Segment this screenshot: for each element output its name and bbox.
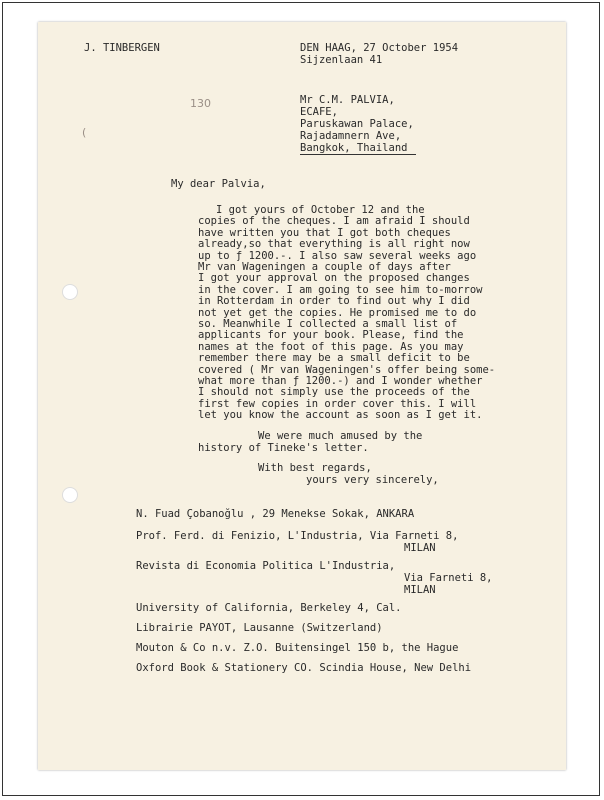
street-address: Sijzenlaan 41 <box>300 54 383 66</box>
recipient-line: ECAFE, <box>300 106 338 118</box>
letter-page <box>38 22 566 770</box>
recipient-line: Rajadamnern Ave, <box>300 130 402 142</box>
paragraph-line: We were much amused by the <box>258 430 423 442</box>
applicant-line: Mouton & Co n.v. Z.O. Buitensingel 150 b, the Hague <box>136 642 459 654</box>
applicant-line: University of California, Berkeley 4, Cal. <box>136 602 402 614</box>
body-line: copies of the cheques. I am afraid I should <box>198 215 470 228</box>
applicant-line: Revista di Economia Politica L'Industria, <box>136 560 396 572</box>
recipient-line: Mr C.M. PALVIA, <box>300 94 395 106</box>
body-line: I should not simply use the proceeds of the <box>198 386 470 399</box>
applicant-line: Prof. Ferd. di Fenizio, L'Industria, Via Farneti 8, <box>136 530 459 542</box>
applicant-line: MILAN <box>404 584 436 596</box>
applicant-line: Oxford Book & Stationery CO. Scindia House, New Delhi <box>136 662 472 674</box>
body-line: covered ( Mr van Wageningen's offer being some- <box>198 363 496 376</box>
body-line: Mr van Wageningen a couple of days after <box>198 261 451 273</box>
body-line: not yet get the copies. He promised me to do <box>198 306 477 319</box>
body-line: I got yours of October 12 and the <box>216 204 425 216</box>
signoff: yours very sincerely, <box>306 474 439 486</box>
body-line: have written you that I got both cheques <box>198 226 451 239</box>
pencil-mark: ( <box>82 126 87 139</box>
body-line: in Rotterdam in order to find out why I did <box>198 295 470 308</box>
pencil-number: 130 <box>190 97 211 110</box>
place-date: DEN HAAG, 27 October 1954 <box>300 42 459 54</box>
body-line: remember there may be a small deficit to be <box>198 352 470 365</box>
body-line: let you know the account as soon as I get it. <box>198 409 483 422</box>
paragraph-line: history of Tineke's letter. <box>198 442 369 454</box>
body-line: so. Meanwhile I collected a small list of <box>198 318 458 330</box>
body-line: first few copies in order cover this. I will <box>198 397 477 410</box>
body-line: what more than ƒ 1200.-) and I wonder whether <box>198 375 483 387</box>
body-line: in the cover. I am going to see him to-morrow <box>198 283 483 296</box>
recipient-line: Paruskawan Palace, <box>300 118 414 130</box>
body-line: names at the foot of this page. As you may <box>198 340 464 353</box>
closing: With best regards, <box>258 462 372 474</box>
recipient-line: Bangkok, Thailand <box>300 142 408 154</box>
body-line: I got your approval on the proposed changes <box>198 272 470 285</box>
applicant-line: N. Fuad Çobanoğlu , 29 Menekse Sokak, ANKARA <box>136 508 415 520</box>
recipient-underline <box>300 154 416 155</box>
punch-hole <box>62 284 78 300</box>
salutation: My dear Palvia, <box>171 178 266 190</box>
applicant-line: MILAN <box>404 542 436 554</box>
body-line: applicants for your book. Please, find the <box>198 329 464 342</box>
body-line: up to ƒ 1200.-. I also saw several weeks ago <box>198 249 477 262</box>
sender-name: J. TINBERGEN <box>84 42 160 54</box>
applicant-line: Via Farneti 8, <box>404 572 493 584</box>
body-line: already,so that everything is all right now <box>198 238 470 251</box>
punch-hole <box>62 487 78 503</box>
applicant-line: Librairie PAYOT, Lausanne (Switzerland) <box>136 622 383 634</box>
